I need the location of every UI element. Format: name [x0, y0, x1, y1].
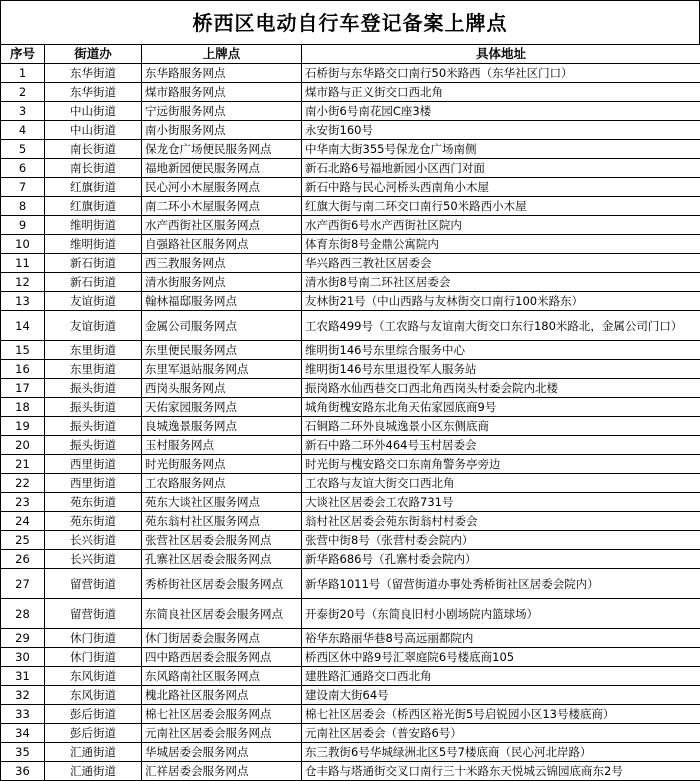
row-point: 苑东翁村社区服务网点: [142, 512, 302, 531]
row-point: 元南社区居委会服务网点: [142, 724, 302, 743]
table-title: 桥西区电动自行车登记备案上牌点: [0, 0, 700, 44]
row-district: 长兴街道: [45, 550, 142, 569]
row-point: 民心河小木屋服务网点: [142, 178, 302, 197]
row-address: 开泰街20号（东简良旧村小剧场院内篮球场）: [302, 599, 700, 629]
row-district: 振头街道: [45, 417, 142, 436]
row-point: 时光街服务网点: [142, 455, 302, 474]
row-address: 城角街槐安路东北角天佑家园底商9号: [302, 398, 700, 417]
row-index: 17: [1, 379, 45, 398]
row-district: 休门街道: [45, 629, 142, 648]
row-district: 红旗街道: [45, 178, 142, 197]
row-district: 长兴街道: [45, 531, 142, 550]
table-row: [1, 102, 700, 121]
row-index: 15: [1, 341, 45, 360]
row-address: 南小街6号南花园C座3楼: [302, 102, 700, 121]
row-district: 南长街道: [45, 140, 142, 159]
table-row: [1, 436, 700, 455]
row-point: 苑东大谈社区服务网点: [142, 493, 302, 512]
row-district: 彭后街道: [45, 724, 142, 743]
row-address: 清水街8号南二环社区居委会: [302, 273, 700, 292]
row-index: 23: [1, 493, 45, 512]
row-index: 12: [1, 273, 45, 292]
row-district: 振头街道: [45, 379, 142, 398]
row-index: 26: [1, 550, 45, 569]
table-row: [1, 531, 700, 550]
row-index: 10: [1, 235, 45, 254]
table-row: [1, 599, 700, 629]
table-row: [1, 341, 700, 360]
row-address: 煤市路与正义街交口西北角: [302, 83, 700, 102]
table-row: [1, 83, 700, 102]
row-district: 西里街道: [45, 455, 142, 474]
row-index: 34: [1, 724, 45, 743]
row-address: 红旗大街与南二环交口南行50米路西小木屋: [302, 197, 700, 216]
row-district: 东华街道: [45, 83, 142, 102]
header-index: 序号: [1, 45, 45, 64]
row-index: 22: [1, 474, 45, 493]
row-point: 东简良社区居委会服务网点: [142, 599, 302, 629]
row-index: 7: [1, 178, 45, 197]
table-row: [1, 724, 700, 743]
row-address: 新华路1011号（留营街道办事处秀桥街社区居委会院内）: [302, 569, 700, 599]
row-point: 东里便民服务网点: [142, 341, 302, 360]
row-index: 6: [1, 159, 45, 178]
table-row: [1, 159, 700, 178]
row-address: 石桥街与东华路交口南行50米路西（东华社区门口）: [302, 64, 700, 83]
row-district: 中山街道: [45, 121, 142, 140]
row-point: 工农路服务网点: [142, 474, 302, 493]
row-index: 28: [1, 599, 45, 629]
table-row: [1, 550, 700, 569]
header-district: 街道办: [45, 45, 142, 64]
row-district: 振头街道: [45, 398, 142, 417]
row-index: 4: [1, 121, 45, 140]
table-row: [1, 474, 700, 493]
row-district: 新石街道: [45, 254, 142, 273]
table-row: [1, 648, 700, 667]
table-row: [1, 686, 700, 705]
row-index: 27: [1, 569, 45, 599]
row-district: 中山街道: [45, 102, 142, 121]
row-point: 华城居委会服务网点: [142, 743, 302, 762]
table-row: [1, 569, 700, 599]
row-point: 南小街服务网点: [142, 121, 302, 140]
row-district: 新石街道: [45, 273, 142, 292]
row-district: 汇通街道: [45, 743, 142, 762]
table-row: [1, 121, 700, 140]
row-index: 3: [1, 102, 45, 121]
row-index: 9: [1, 216, 45, 235]
row-index: 2: [1, 83, 45, 102]
row-district: 苑东街道: [45, 493, 142, 512]
table-row: [1, 743, 700, 762]
row-index: 5: [1, 140, 45, 159]
row-district: 休门街道: [45, 648, 142, 667]
row-district: 红旗街道: [45, 197, 142, 216]
header-point: 上牌点: [142, 45, 302, 64]
row-index: 24: [1, 512, 45, 531]
row-point: 宁远街服务网点: [142, 102, 302, 121]
row-address: 棉七社区居委会（桥西区裕光街5号启锐园小区13号楼底商）: [302, 705, 700, 724]
row-index: 33: [1, 705, 45, 724]
header-address: 具体地址: [302, 45, 700, 64]
table-row: [1, 216, 700, 235]
row-address: 友林街21号（中山西路与友林街交口南行100米路东）: [302, 292, 700, 311]
row-address: 大谈社区居委会工农路731号: [302, 493, 700, 512]
row-point: 翰林福邸服务网点: [142, 292, 302, 311]
row-district: 友谊街道: [45, 292, 142, 311]
row-point: 孔寨社区居委会服务网点: [142, 550, 302, 569]
row-index: 13: [1, 292, 45, 311]
row-address: 永安街160号: [302, 121, 700, 140]
row-address: 裕华东路丽华巷8号高远丽都院内: [302, 629, 700, 648]
row-address: 新华路686号（孔寨村委会院内）: [302, 550, 700, 569]
table-row: [1, 197, 700, 216]
table-row: [1, 705, 700, 724]
table-row: [1, 235, 700, 254]
row-point: 西三教服务网点: [142, 254, 302, 273]
row-address: 振岗路水仙西巷交口西北角西岗头村委会院内北楼: [302, 379, 700, 398]
row-address: 时光街与槐安路交口东南角警务亭旁边: [302, 455, 700, 474]
row-point: 休门街居委会服务网点: [142, 629, 302, 648]
row-address: 新石中路二环外464号玉村居委会: [302, 436, 700, 455]
row-index: 29: [1, 629, 45, 648]
row-district: 苑东街道: [45, 512, 142, 531]
table-body: [1, 64, 700, 781]
row-index: 36: [1, 762, 45, 781]
row-point: 玉村服务网点: [142, 436, 302, 455]
row-index: 14: [1, 311, 45, 341]
row-address: 石铜路二环外良城逸景小区东侧底商: [302, 417, 700, 436]
row-point: 东风路南社区服务网点: [142, 667, 302, 686]
table-row: [1, 493, 700, 512]
table-row: [1, 629, 700, 648]
row-point: 良城逸景服务网点: [142, 417, 302, 436]
row-district: 东里街道: [45, 341, 142, 360]
row-address: 中华南大街355号保龙仓广场南侧: [302, 140, 700, 159]
row-district: 东里街道: [45, 360, 142, 379]
row-index: 19: [1, 417, 45, 436]
table-row: [1, 379, 700, 398]
row-address: 工农路与友谊大街交口西北角: [302, 474, 700, 493]
row-district: 留营街道: [45, 569, 142, 599]
table-row: [1, 178, 700, 197]
row-index: 16: [1, 360, 45, 379]
row-index: 35: [1, 743, 45, 762]
registration-table: [0, 44, 700, 781]
table-row: [1, 360, 700, 379]
row-address: 建胜路汇通路交口西北角: [302, 667, 700, 686]
row-point: 自强路社区服务网点: [142, 235, 302, 254]
row-address: 翁村社区居委会苑东街翁村村委会: [302, 512, 700, 531]
table-row: [1, 292, 700, 311]
table-row: [1, 140, 700, 159]
row-address: 水产西街6号水产西街社区院内: [302, 216, 700, 235]
row-address: 仓丰路与塔通街交叉口南行三十米路东天悦城云锦园底商东2号: [302, 762, 700, 781]
row-point: 福地新园便民服务网点: [142, 159, 302, 178]
row-address: 桥西区休中路9号汇翠庭院6号楼底商105: [302, 648, 700, 667]
row-index: 20: [1, 436, 45, 455]
row-index: 18: [1, 398, 45, 417]
row-index: 8: [1, 197, 45, 216]
row-district: 彭后街道: [45, 705, 142, 724]
row-district: 南长街道: [45, 159, 142, 178]
row-district: 维明街道: [45, 235, 142, 254]
table-row: [1, 64, 700, 83]
table-row: [1, 311, 700, 341]
table-row: [1, 254, 700, 273]
row-point: 煤市路服务网点: [142, 83, 302, 102]
row-point: 保龙仓广场便民服务网点: [142, 140, 302, 159]
row-point: 清水街服务网点: [142, 273, 302, 292]
row-address: 新石中路与民心河桥头西南角小木屋: [302, 178, 700, 197]
row-point: 棉七社区居委会服务网点: [142, 705, 302, 724]
row-point: 秀桥街社区居委会服务网点: [142, 569, 302, 599]
row-point: 四中路西居委会服务网点: [142, 648, 302, 667]
row-point: 南二环小木屋服务网点: [142, 197, 302, 216]
row-point: 天佑家园服务网点: [142, 398, 302, 417]
row-district: 汇通街道: [45, 762, 142, 781]
row-district: 东华街道: [45, 64, 142, 83]
row-address: 体育东街8号金鼎公寓院内: [302, 235, 700, 254]
row-index: 32: [1, 686, 45, 705]
row-address: 新石北路6号福地新园小区西门对面: [302, 159, 700, 178]
row-index: 21: [1, 455, 45, 474]
row-address: 华兴路西三教社区居委会: [302, 254, 700, 273]
table-row: [1, 667, 700, 686]
row-index: 31: [1, 667, 45, 686]
row-district: 西里街道: [45, 474, 142, 493]
row-district: 振头街道: [45, 436, 142, 455]
table-row: [1, 417, 700, 436]
row-point: 东华路服务网点: [142, 64, 302, 83]
row-address: 维明街146号东里综合服务中心: [302, 341, 700, 360]
row-address: 东三教街6号华城绿洲北区5号7楼底商（民心河北岸路）: [302, 743, 700, 762]
table-row: [1, 273, 700, 292]
row-district: 东风街道: [45, 667, 142, 686]
row-address: 维明街146号东里退役军人服务站: [302, 360, 700, 379]
row-address: 工农路499号（工农路与友谊南大街交口东行180米路北，金属公司门口）: [302, 311, 700, 341]
row-district: 友谊街道: [45, 311, 142, 341]
header-row: [1, 45, 700, 64]
row-district: 东风街道: [45, 686, 142, 705]
table-row: [1, 455, 700, 474]
row-point: 金属公司服务网点: [142, 311, 302, 341]
row-index: 1: [1, 64, 45, 83]
table-row: [1, 512, 700, 531]
row-district: 留营街道: [45, 599, 142, 629]
row-address: 张营中街8号（张营村委会院内）: [302, 531, 700, 550]
row-index: 25: [1, 531, 45, 550]
row-district: 维明街道: [45, 216, 142, 235]
table-row: [1, 398, 700, 417]
table-row: [1, 762, 700, 781]
row-point: 张营社区居委会服务网点: [142, 531, 302, 550]
row-point: 槐北路社区服务网点: [142, 686, 302, 705]
row-address: 建设南大街64号: [302, 686, 700, 705]
row-point: 东里军退站服务网点: [142, 360, 302, 379]
row-index: 30: [1, 648, 45, 667]
row-point: 汇祥居委会服务网点: [142, 762, 302, 781]
row-index: 11: [1, 254, 45, 273]
row-point: 水产西街社区服务网点: [142, 216, 302, 235]
row-address: 元南社区居委会（普安路6号）: [302, 724, 700, 743]
row-point: 西岗头服务网点: [142, 379, 302, 398]
